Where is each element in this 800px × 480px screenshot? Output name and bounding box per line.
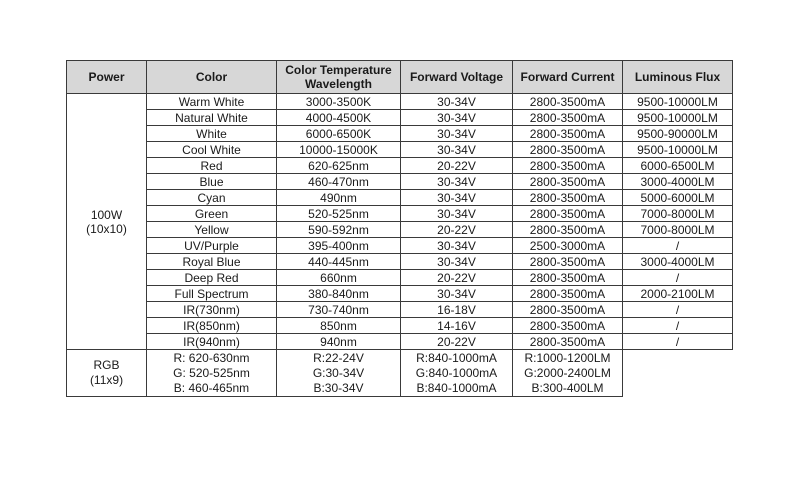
table-row xyxy=(67,334,733,350)
voltage-cell: 20-22V xyxy=(401,222,513,238)
color-cell: Deep Red xyxy=(147,270,277,286)
current-cell: 2800-3500mA xyxy=(513,334,623,350)
current-cell: 2800-3500mA xyxy=(513,190,623,206)
header-power: Power xyxy=(67,61,147,94)
rgb-current-cell xyxy=(401,350,513,397)
color-cell: Cool White xyxy=(147,142,277,158)
table-row xyxy=(67,286,733,302)
flux-cell: / xyxy=(623,270,733,286)
color-cell: Warm White xyxy=(147,94,277,110)
color-cell: Blue xyxy=(147,174,277,190)
table-row xyxy=(67,94,733,110)
power-cell xyxy=(67,94,147,350)
header-flux: Luminous Flux xyxy=(623,61,733,94)
voltage-cell: 20-22V xyxy=(401,334,513,350)
color-cell: IR(730nm) xyxy=(147,302,277,318)
led-spec-table xyxy=(66,60,733,397)
rgb-flux-blue: B:300-400LM xyxy=(531,380,604,395)
rgb-voltage-blue: B:30-34V xyxy=(313,380,364,395)
temperature-cell: 850nm xyxy=(277,318,401,334)
temperature-cell: 940nm xyxy=(277,334,401,350)
voltage-cell: 20-22V xyxy=(401,270,513,286)
power-array: (10x10) xyxy=(86,221,127,236)
header-temperature xyxy=(277,61,401,94)
header-voltage: Forward Voltage xyxy=(401,61,513,94)
rgb-flux-green: G:2000-2400LM xyxy=(524,365,611,380)
color-cell: Natural White xyxy=(147,110,277,126)
rgb-voltage-red: R:22-24V xyxy=(313,350,364,365)
flux-cell: 9500-10000LM xyxy=(623,142,733,158)
current-cell: 2800-3500mA xyxy=(513,158,623,174)
current-cell: 2800-3500mA xyxy=(513,94,623,110)
flux-cell: / xyxy=(623,238,733,254)
spec-table-container xyxy=(66,60,733,397)
table-row xyxy=(67,270,733,286)
flux-cell: 9500-90000LM xyxy=(623,126,733,142)
current-cell: 2800-3500mA xyxy=(513,110,623,126)
rgb-voltage-green: G:30-34V xyxy=(312,365,365,380)
color-cell: Red xyxy=(147,158,277,174)
table-row xyxy=(67,302,733,318)
temperature-cell: 10000-15000K xyxy=(277,142,401,158)
header-temperature-line1: Color Temperature xyxy=(285,63,392,77)
current-cell: 2800-3500mA xyxy=(513,222,623,238)
header-current: Forward Current xyxy=(513,61,623,94)
current-cell: 2800-3500mA xyxy=(513,174,623,190)
flux-cell: 7000-8000LM xyxy=(623,206,733,222)
temperature-cell: 395-400nm xyxy=(277,238,401,254)
temperature-cell: 6000-6500K xyxy=(277,126,401,142)
voltage-cell: 16-18V xyxy=(401,302,513,318)
temperature-cell: 590-592nm xyxy=(277,222,401,238)
rgb-voltage-cell xyxy=(277,350,401,397)
temperature-cell: 4000-4500K xyxy=(277,110,401,126)
temperature-cell: 3000-3500K xyxy=(277,94,401,110)
current-cell: 2800-3500mA xyxy=(513,206,623,222)
voltage-cell: 30-34V xyxy=(401,206,513,222)
flux-cell: 3000-4000LM xyxy=(623,174,733,190)
color-cell: UV/Purple xyxy=(147,238,277,254)
rgb-temp-blue: B: 460-465nm xyxy=(173,380,250,395)
current-cell: 2800-3500mA xyxy=(513,318,623,334)
power-value: 100W xyxy=(90,207,123,222)
temperature-cell: 490nm xyxy=(277,190,401,206)
voltage-cell: 30-34V xyxy=(401,126,513,142)
voltage-cell: 30-34V xyxy=(401,110,513,126)
flux-cell: / xyxy=(623,334,733,350)
voltage-cell: 14-16V xyxy=(401,318,513,334)
current-cell: 2800-3500mA xyxy=(513,302,623,318)
flux-cell: 6000-6500LM xyxy=(623,158,733,174)
current-cell: 2800-3500mA xyxy=(513,286,623,302)
voltage-cell: 30-34V xyxy=(401,174,513,190)
temperature-cell: 730-740nm xyxy=(277,302,401,318)
table-row xyxy=(67,142,733,158)
temperature-cell: 520-525nm xyxy=(277,206,401,222)
flux-cell: 7000-8000LM xyxy=(623,222,733,238)
temperature-cell: 460-470nm xyxy=(277,174,401,190)
flux-cell: / xyxy=(623,318,733,334)
current-cell: 2800-3500mA xyxy=(513,270,623,286)
current-cell: 2800-3500mA xyxy=(513,142,623,158)
table-row xyxy=(67,126,733,142)
rgb-flux-cell xyxy=(513,350,623,397)
color-cell: Yellow xyxy=(147,222,277,238)
rgb-flux-red: R:1000-1200LM xyxy=(524,350,611,365)
flux-cell: 2000-2100LM xyxy=(623,286,733,302)
temperature-cell: 380-840nm xyxy=(277,286,401,302)
table-row xyxy=(67,158,733,174)
rgb-row xyxy=(67,350,733,397)
voltage-cell: 30-34V xyxy=(401,238,513,254)
table-row xyxy=(67,206,733,222)
voltage-cell: 30-34V xyxy=(401,190,513,206)
table-row xyxy=(67,174,733,190)
voltage-cell: 30-34V xyxy=(401,254,513,270)
current-cell: 2800-3500mA xyxy=(513,126,623,142)
rgb-array-label: (11x9) xyxy=(89,373,124,387)
color-cell: Full Spectrum xyxy=(147,286,277,302)
table-row xyxy=(67,318,733,334)
header-color: Color xyxy=(147,61,277,94)
voltage-cell: 30-34V xyxy=(401,286,513,302)
color-cell: White xyxy=(147,126,277,142)
current-cell: 2800-3500mA xyxy=(513,254,623,270)
rgb-current-blue: B:840-1000mA xyxy=(416,380,497,395)
header-row xyxy=(67,61,733,94)
rgb-temperature-cell xyxy=(147,350,277,397)
table-row xyxy=(67,190,733,206)
temperature-cell: 440-445nm xyxy=(277,254,401,270)
rgb-temp-green: G: 520-525nm xyxy=(173,365,250,380)
color-cell: IR(940nm) xyxy=(147,334,277,350)
rgb-current-red: R:840-1000mA xyxy=(416,350,497,365)
temperature-cell: 660nm xyxy=(277,270,401,286)
table-row xyxy=(67,110,733,126)
flux-cell: 9500-10000LM xyxy=(623,94,733,110)
voltage-cell: 30-34V xyxy=(401,142,513,158)
temperature-cell: 620-625nm xyxy=(277,158,401,174)
flux-cell: / xyxy=(623,302,733,318)
rgb-color-label: RGB xyxy=(93,358,120,372)
rgb-current-green: G:840-1000mA xyxy=(415,365,498,380)
color-cell: IR(850nm) xyxy=(147,318,277,334)
color-cell: Cyan xyxy=(147,190,277,206)
table-row xyxy=(67,222,733,238)
flux-cell: 3000-4000LM xyxy=(623,254,733,270)
color-cell: Green xyxy=(147,206,277,222)
voltage-cell: 30-34V xyxy=(401,94,513,110)
color-cell: Royal Blue xyxy=(147,254,277,270)
table-row xyxy=(67,238,733,254)
rgb-temp-red: R: 620-630nm xyxy=(173,350,250,365)
voltage-cell: 20-22V xyxy=(401,158,513,174)
header-temperature-line2: Wavelength xyxy=(305,77,372,91)
table-row xyxy=(67,254,733,270)
table-body xyxy=(67,94,733,397)
current-cell: 2500-3000mA xyxy=(513,238,623,254)
flux-cell: 5000-6000LM xyxy=(623,190,733,206)
rgb-color-cell xyxy=(67,350,147,397)
flux-cell: 9500-10000LM xyxy=(623,110,733,126)
